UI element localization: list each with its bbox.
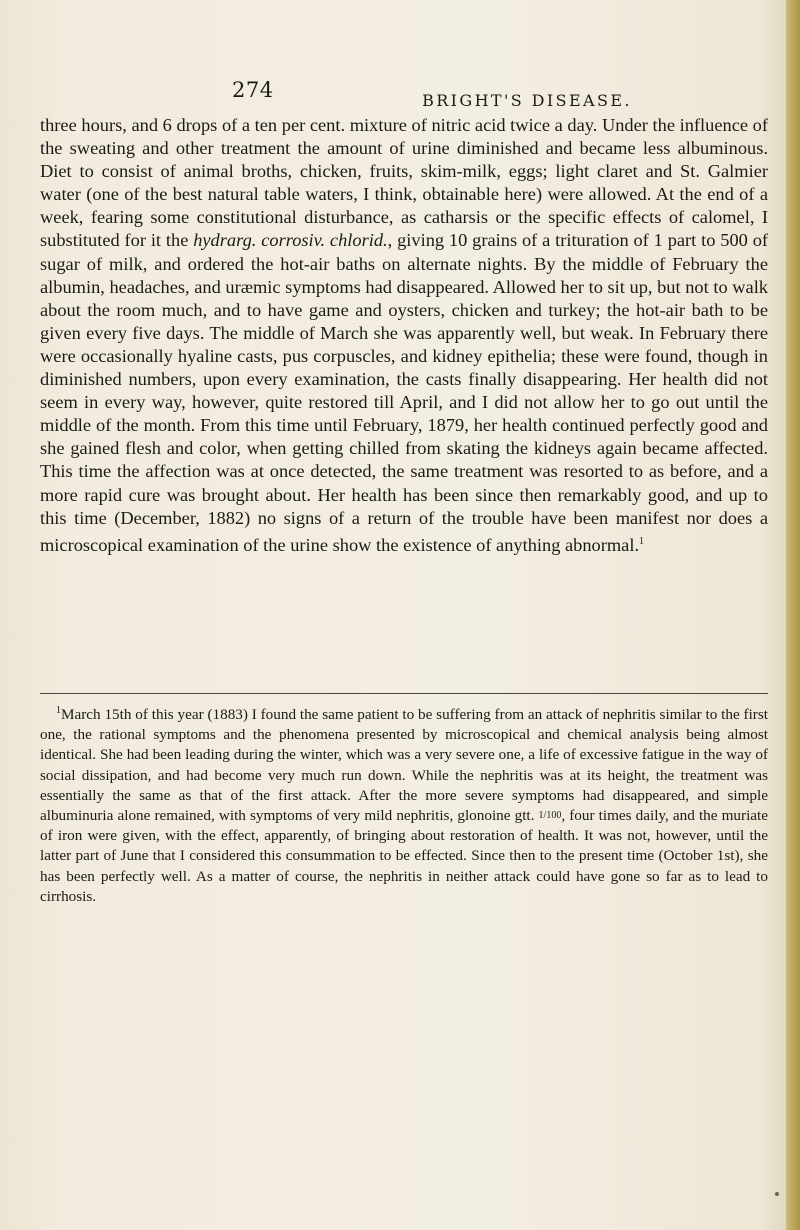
page-edge: [786, 0, 800, 1230]
body-text-part-1: three hours, and 6 drops of a ten per cent. mixture of nitric acid twice a day. Under the influence of the sweating and other treatment the amount of urine diminished and became less albuminous. Diet to consist of animal broths, chicken, fruits, skim-milk, eggs; light claret and St. Galmier water (one of the best natural table waters, I think, obtainable here) were allowed. At the end of a week, fearing some constitutional disturbance, as catharsis or the specific effects of calomel, I substituted for it the: [40, 115, 768, 251]
footnote-text-part-2: , four times daily, and the muriate of iron were given, with the effect, apparently, of bringing about restoration of health. It was not, however, until the latter part of June that I considered this consummation to be effected. Since then to the present time (October 1st), she has been perfectly well. As a matter of course, the nephritis in neither attack could have gone so far as to lead to cirrhosis.: [40, 807, 768, 905]
footnote-marker: 1: [56, 705, 61, 716]
footnote-divider: [40, 693, 768, 694]
footnote-text-part-1: March 15th of this year (1883) I found the same patient to be suffering from an attack of nephritis similar to the first one, the rational symptoms and the phenomena presented by microscopical and chemical analysis being almost identical. She had been leading during the winter, which was a very severe one, a life of excessive fatigue in the way of social dissipation, and had become very much run down. While the nephritis was at its height, the treatment was essentially the same as that of the first attack. After the more severe symptoms had disappeared, and simple albuminuria alone remained, with symptoms of very mild nephritis, glonoine gtt.: [40, 706, 768, 825]
page-header: [232, 78, 632, 110]
footnote-reference[interactable]: 1: [639, 535, 645, 547]
body-text-part-2: , giving 10 grains of a trituration of 1 part to 500 of sugar of milk, and ordered the hot-air baths on alternate nights. By the middle of February the albumin, headaches, and uræmic symptoms had disappeared. Allowed her to sit up, but not to walk about the room much, and to have game and oysters, chicken and turkey; the hot-air bath to be given every five days. The middle of March she was apparently well, but weak. In February there were occasionally hyaline casts, pus corpuscles, and kidney epithelia; these were found, though in diminished numbers, upon every examination, the casts finally disappearing. Her health did not seem in every way, however, quite restored till April, and I did not allow her to go out until the middle of the month. From this time until February, 1879, her health continued perfectly good and she gained flesh and color, when getting chilled from skating the kidneys again became affected. This time the affection was at once detected, the same treatment was resorted to as before, and a more rapid cure was brought about. Her health has been since then remarkably good, and up to this time (December, 1882) no signs of a return of the trouble have been manifest nor does a microscopical examination of the urine show the existence of anything abnormal.: [40, 230, 769, 555]
page-number: 274: [232, 78, 274, 102]
footnote: [40, 701, 768, 907]
dose-fraction: 1/100: [538, 810, 562, 822]
drug-name-italic: hydrarg. corrosiv. chlorid.: [193, 230, 388, 251]
body-paragraph: [40, 114, 768, 557]
paper-speck: [775, 1192, 779, 1196]
running-title: BRIGHT'S DISEASE.: [422, 91, 632, 110]
